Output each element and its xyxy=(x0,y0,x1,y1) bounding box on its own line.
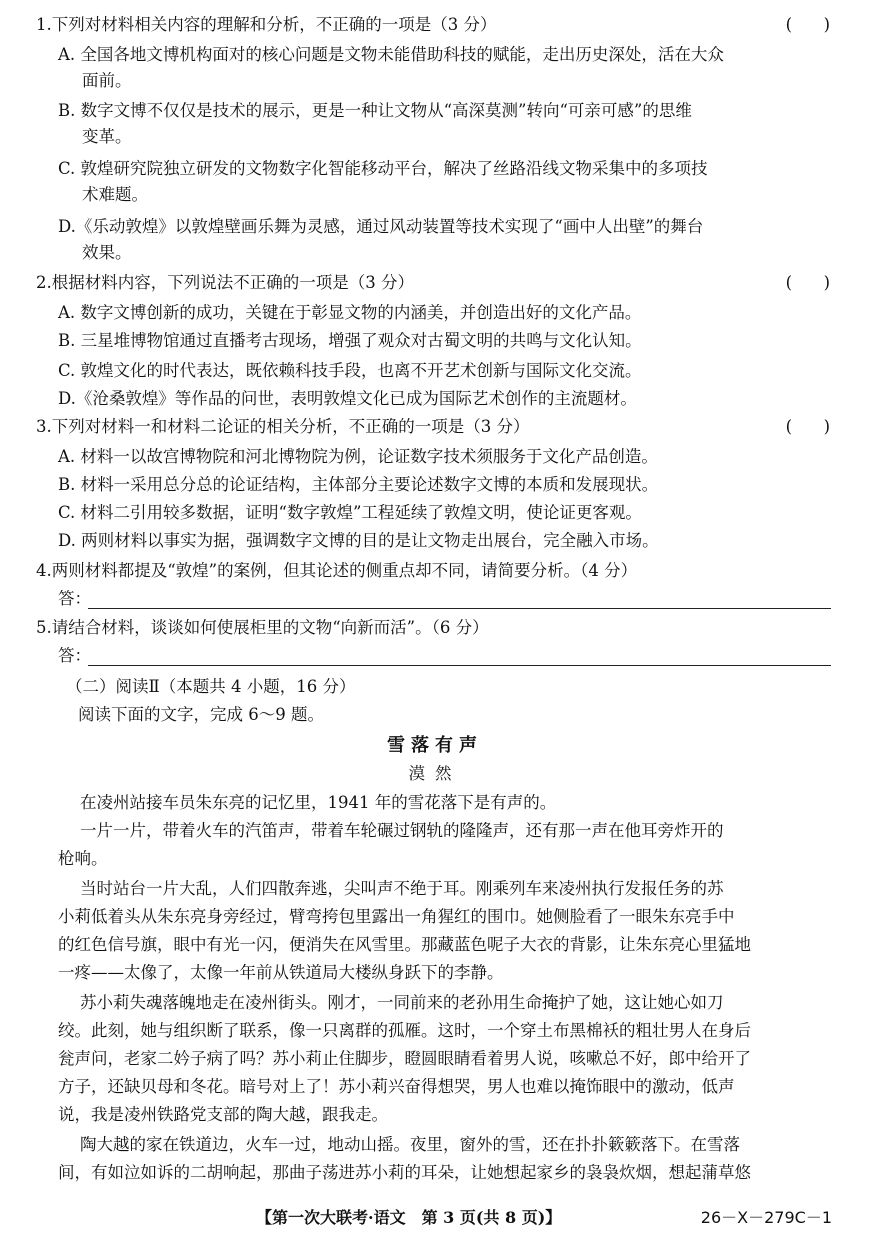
question-1-option-c: C. 敦煌研究院独立研发的文物数字化智能移动平台，解决了丝路沿线文物采集中的多项技 xyxy=(58,159,708,178)
article-line: 说，我是凌州铁路党支部的陶大越，跟我走。 xyxy=(58,1105,388,1124)
question-3-option-a: A. 材料一以故宫博物院和河北博物院为例，论证数字技术须服务于文化产品创造。 xyxy=(58,447,658,466)
question-1-option-d: D.《乐动敦煌》以敦煌壁画乐舞为灵感，通过风动装置等技术实现了“画中人出壁”的舞台 xyxy=(58,217,704,236)
section-instruction: 阅读下面的文字，完成 6～9 题。 xyxy=(78,705,324,724)
question-3-option-d: D. 两则材料以事实为据，强调数字文博的目的是让文物走出展台，完全融入市场。 xyxy=(58,531,659,550)
article-author: 漠然 xyxy=(408,764,462,783)
question-2-stem: 2.根据材料内容，下列说法不正确的一项是（3 分） xyxy=(36,273,414,292)
question-1-answer-bracket: ( ) xyxy=(785,15,830,34)
article-title: 雪落有声 xyxy=(387,735,483,756)
question-3-option-c: C. 材料二引用较多数据，证明“数字敦煌”工程延续了敦煌文明，使论证更客观。 xyxy=(58,503,642,522)
article-line: 一疼——太像了，太像一年前从铁道局大楼纵身跃下的李静。 xyxy=(58,963,504,982)
question-5-answer-label: 答： xyxy=(58,646,91,665)
question-2-answer-bracket: ( ) xyxy=(785,273,830,292)
question-3-stem: 3.下列对材料一和材料二论证的相关分析，不正确的一项是（3 分） xyxy=(36,417,530,436)
article-line: 陶大越的家在铁道边，火车一过，地动山摇。夜里，窗外的雪，还在扑扑簌簌落下。在雪落 xyxy=(80,1135,740,1154)
question-2-option-c: C. 敦煌文化的时代表达，既依赖科技手段，也离不开艺术创新与国际文化交流。 xyxy=(58,361,642,380)
question-5-answer-area[interactable] xyxy=(58,645,831,669)
article-line: 方子，还缺贝母和冬花。暗号对上了！苏小莉兴奋得想哭，男人也难以掩饰眼中的激动，低声 xyxy=(58,1077,735,1096)
question-2-option-b: B. 三星堆博物馆通过直播考古现场，增强了观众对古蜀文明的共鸣与文化认知。 xyxy=(58,331,642,350)
question-1-option-b: B. 数字文博不仅仅是技术的展示，更是一种让文物从“高深莫测”转向“可亲可感”的思维 xyxy=(58,101,692,120)
question-1-option-d-cont: 效果。 xyxy=(82,243,132,262)
article-line: 瓮声问，老家二妗子病了吗？苏小莉止住脚步，瞪圆眼睛看着男人说，咳嗽总不好，郎中给开了 xyxy=(58,1049,751,1068)
question-1-option-c-cont: 术难题。 xyxy=(82,185,148,204)
question-2-option-a: A. 数字文博创新的成功，关键在于彰显文物的内涵美，并创造出好的文化产品。 xyxy=(58,303,642,322)
question-4-answer-line xyxy=(88,608,831,609)
article-line: 绞。此刻，她与组织断了联系，像一只离群的孤雁。这时，一个穿土布黑棉袄的粗壮男人在身后 xyxy=(58,1021,751,1040)
question-4-stem: 4.两则材料都提及“敦煌”的案例，但其论述的侧重点却不同，请简要分析。（4 分） xyxy=(36,561,638,580)
question-1-option-a: A. 全国各地文博机构面对的核心问题是文物未能借助科技的赋能，走出历史深处，活在大众 xyxy=(58,45,724,64)
article-line: 间，有如泣如诉的二胡响起，那曲子荡进苏小莉的耳朵，让她想起家乡的袅袅炊烟，想起蒲草悠 xyxy=(58,1163,751,1182)
article-line: 的红色信号旗，眼中有光一闪，便消失在风雪里。那藏蓝色呢子大衣的背影，让朱东亮心里猛地 xyxy=(58,935,751,954)
article-line: 一片一片，带着火车的汽笛声，带着车轮碾过钢轨的隆隆声，还有那一声在他耳旁炸开的 xyxy=(80,821,724,840)
article-line: 小莉低着头从朱东亮身旁经过，臂弯挎包里露出一角猩红的围巾。她侧脸看了一眼朱东亮手中 xyxy=(58,907,735,926)
footer-exam-info: 【第一次大联考·语文 第 3 页(共 8 页)】 xyxy=(256,1208,562,1227)
article-line: 苏小莉失魂落魄地走在凌州街头。刚才，一同前来的老孙用生命掩护了她，这让她心如刀 xyxy=(80,993,724,1012)
question-1-stem: 1.下列对材料相关内容的理解和分析，不正确的一项是（3 分） xyxy=(36,15,497,34)
article-line: 当时站台一片大乱，人们四散奔逃，尖叫声不绝于耳。刚乘列车来凌州执行发报任务的苏 xyxy=(80,879,724,898)
article-line: 枪响。 xyxy=(58,849,108,868)
question-2-option-d: D.《沧桑敦煌》等作品的问世，表明敦煌文化已成为国际艺术创作的主流题材。 xyxy=(58,389,637,408)
question-5-answer-line xyxy=(88,665,831,666)
question-3-option-b: B. 材料一采用总分总的论证结构，主体部分主要论述数字文博的本质和发展现状。 xyxy=(58,475,659,494)
question-5-stem: 5.请结合材料，谈谈如何使展柜里的文物“向新而活”。（6 分） xyxy=(36,618,489,637)
question-1-option-a-cont: 面前。 xyxy=(82,71,132,90)
question-4-answer-label: 答： xyxy=(58,589,91,608)
footer-paper-code: 26－X－279C－1 xyxy=(700,1208,832,1227)
question-1-option-b-cont: 变革。 xyxy=(82,127,132,146)
question-4-answer-area[interactable] xyxy=(58,588,831,612)
section-heading: （二）阅读Ⅱ（本题共 4 小题，16 分） xyxy=(66,677,356,696)
article-line: 在凌州站接车员朱东亮的记忆里，1941 年的雪花落下是有声的。 xyxy=(80,793,557,812)
question-3-answer-bracket: ( ) xyxy=(785,417,830,436)
